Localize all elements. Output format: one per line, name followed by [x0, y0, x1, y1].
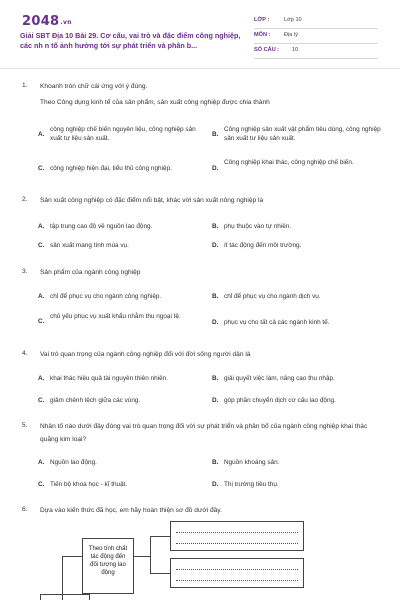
- option-label: A.: [38, 223, 45, 230]
- meta-count-key: SỐ CÂU :: [254, 47, 280, 53]
- option-text: Nguồn khoáng sản.: [224, 459, 280, 466]
- question-subtext: Theo Công dụng kinh tế của sản phẩm, sản xuất công nghiệp được chia thành: [40, 99, 270, 106]
- connector-line: [150, 536, 151, 573]
- answer-box-left: [40, 594, 90, 600]
- answer-line[interactable]: [176, 532, 298, 533]
- meta-class: [254, 14, 378, 29]
- question-text: Sản xuất công nghiệp có đặc điểm nổi bật, khác với sản xuất nông nghiệp là: [40, 197, 264, 204]
- option-label: D.: [212, 319, 219, 326]
- option-text: giải quyết việc làm, nâng cao thu nhập.: [224, 375, 335, 382]
- logo-sub: .vn: [60, 19, 72, 26]
- option-label: D.: [212, 481, 219, 488]
- option-text: khai thác hiệu quả tài nguyên thiên nhiên.: [50, 375, 168, 382]
- question-text: Vai trò quan trọng của ngành công nghiệp đối với đời sống người dân là: [40, 351, 251, 358]
- answer-box-top: [170, 521, 304, 551]
- question-text: Nhân tố nào dưới đây đóng vai trò quan trọng đối với sự phát triển và phân bố của ngành công nghiệp khai thác quặng kim loại?: [40, 423, 368, 443]
- option-text: công nghiệp chế biến nguyên liệu, công nghiệp sản xuất tư liệu sản xuất.: [50, 126, 196, 142]
- question-number: 6.: [22, 506, 28, 513]
- option-label: A.: [38, 459, 45, 466]
- meta-count: [254, 44, 378, 59]
- diagram-center-box: Theo tính chất tác động đến đối tượng lao động: [82, 538, 134, 594]
- option-text: ít tác động đến môi trường.: [224, 242, 302, 249]
- logo-main: 2048: [22, 14, 60, 29]
- option-text: Công nghiệp khai thác, công nghiệp chế biến.: [224, 159, 354, 166]
- option-text: tập trung cao độ về nguồn lao động.: [50, 223, 153, 230]
- option-text: chủ yếu phục vụ xuất khẩu nhằm thu ngoại tệ.: [50, 313, 181, 320]
- option-label: C.: [38, 165, 45, 172]
- option-text: phục vụ cho tất cả các ngành kinh tế.: [224, 319, 330, 326]
- option-text: Nguồn lao động.: [50, 459, 97, 466]
- option-text: Tiến bộ khoa học - kĩ thuật.: [50, 481, 128, 488]
- question-number: 4.: [22, 350, 28, 357]
- meta-subject-value: Địa lý: [284, 32, 298, 38]
- option-text: Công nghiệp sản xuất vật phẩm tiêu dùng, công nghiệp sản xuất tư liệu sản xuất.: [224, 126, 381, 142]
- option-text: phụ thuộc vào tự nhiên.: [224, 223, 292, 230]
- question-text: Khoanh tròn chữ cái ứng với ý đúng.: [40, 83, 148, 90]
- meta-class-key: LỚP :: [254, 17, 270, 23]
- option-text: giảm chênh lệch giữa các vùng.: [50, 397, 141, 404]
- page-title: Giải SBT Địa 10 Bài 29. Cơ cấu, vai trò và đặc điểm công nghiệp, các nh n tố ảnh hưởng tới sự phát triển và phân b...: [20, 31, 241, 50]
- question-number: 3.: [22, 268, 28, 275]
- option-text: chỉ để phục vụ cho ngành dịch vụ.: [224, 293, 321, 300]
- meta-class-value: Lớp 10: [284, 17, 302, 23]
- meta-subject: [254, 29, 378, 44]
- option-label: D.: [212, 242, 219, 249]
- option-label: C.: [38, 397, 45, 404]
- option-label: D.: [212, 397, 219, 404]
- connector-line: [150, 536, 170, 537]
- header-divider: [0, 68, 400, 69]
- answer-box-bottom: [170, 558, 304, 588]
- question-number: 1.: [22, 82, 28, 89]
- option-label: D.: [212, 165, 219, 172]
- option-text: Thị trường tiêu thụ.: [224, 481, 279, 488]
- site-logo[interactable]: [22, 14, 72, 29]
- connector-line: [134, 556, 150, 557]
- option-label: A.: [38, 131, 45, 138]
- page-header: [0, 0, 400, 64]
- meta-count-value: 10: [292, 47, 299, 53]
- question-text: Sản phẩm của ngành công nghiệp: [40, 269, 141, 276]
- answer-line[interactable]: [176, 543, 298, 544]
- option-label: A.: [38, 293, 45, 300]
- meta-subject-key: MÔN :: [254, 32, 271, 38]
- option-text: chỉ để phục vụ cho ngành công nghiệp.: [50, 293, 162, 300]
- answer-line[interactable]: [176, 580, 298, 581]
- option-label: B.: [212, 375, 219, 382]
- option-text: góp phần chuyển dịch cơ cấu lao động.: [224, 397, 336, 404]
- option-label: B.: [212, 293, 219, 300]
- option-label: C.: [38, 481, 45, 488]
- option-label: C.: [38, 242, 45, 249]
- option-label: B.: [212, 223, 219, 230]
- option-label: A.: [38, 375, 45, 382]
- option-label: B.: [212, 131, 219, 138]
- connector-line: [150, 573, 170, 574]
- option-label: C.: [38, 318, 45, 325]
- question-number: 2.: [22, 196, 28, 203]
- connector-line: [62, 556, 82, 557]
- question-text: Dựa vào kiến thức đã học, em hãy hoàn thiện sơ đồ dưới đây.: [40, 507, 222, 514]
- option-label: B.: [212, 459, 219, 466]
- option-text: công nghiệp hiện đại, tiểu thủ công nghiệp.: [50, 165, 172, 172]
- question-number: 5.: [22, 422, 28, 429]
- option-text: sản xuất mang tính mùa vụ.: [50, 242, 129, 249]
- answer-line[interactable]: [176, 569, 298, 570]
